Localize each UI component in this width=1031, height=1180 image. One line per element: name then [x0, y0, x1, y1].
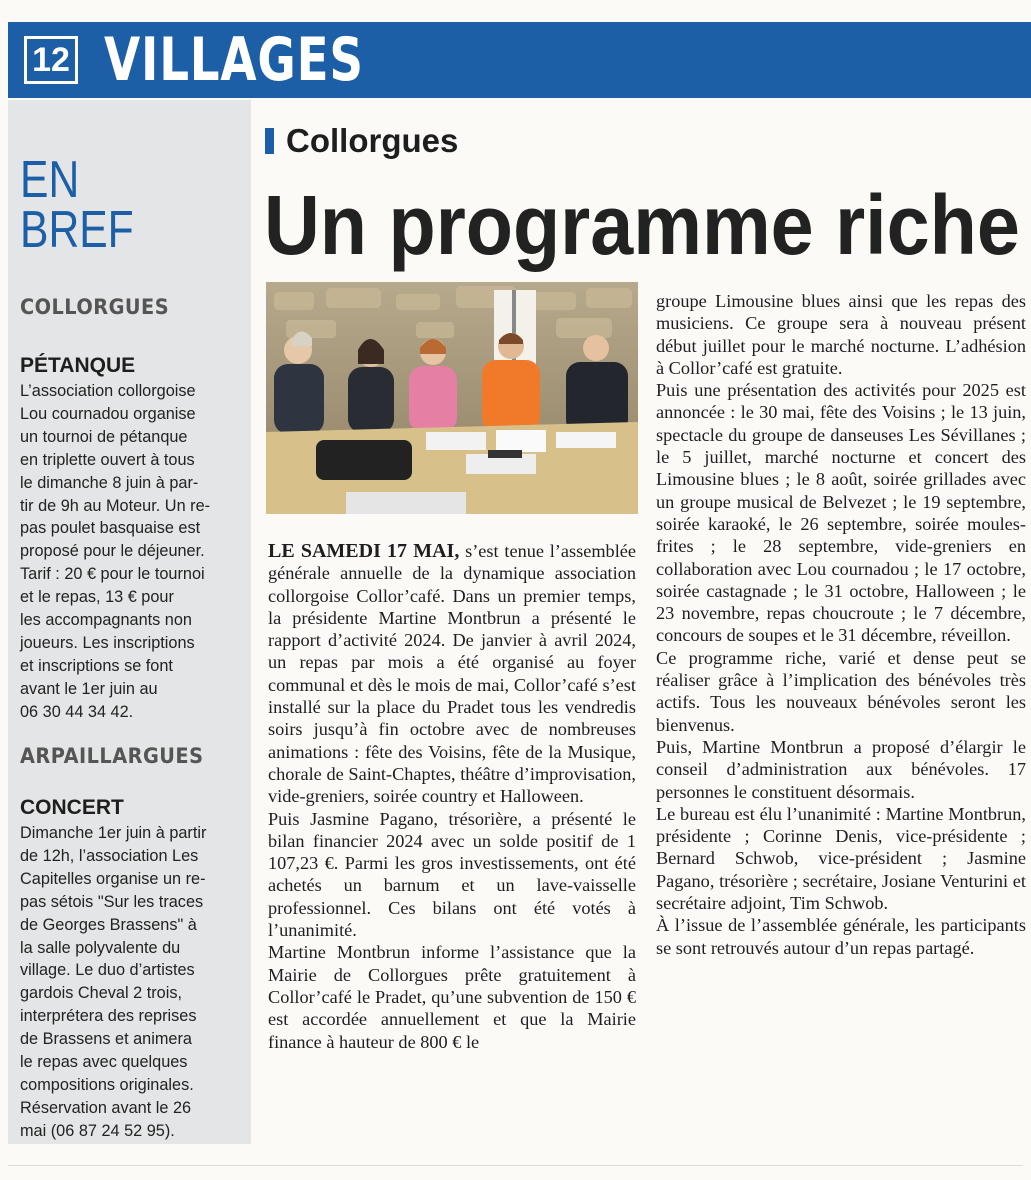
brief-line: Lou cournadou organise	[20, 404, 196, 423]
brief-line: gardois Cheval 2 trois,	[20, 984, 182, 1003]
brief-line: proposé pour le déjeuner.	[20, 542, 205, 561]
article-kicker-text: Collorgues	[286, 122, 459, 159]
bottom-rule	[8, 1165, 1023, 1166]
article-paragraph: groupe Limousine blues ainsi que les repas des musiciens. Ce groupe sera à nouveau présent début juillet pour le marché nocturne. L’adhésion à Collor’café est gratuite.	[656, 291, 1026, 378]
brief-line: joueurs. Les inscriptions	[20, 633, 195, 652]
article-paragraph: À l’issue de l’assemblée générale, les participants se sont retrouvés autour d’un repas partagé.	[656, 915, 1026, 958]
article-paragraph: Puis une présentation des activités pour 2025 est annoncée : le 30 mai, fête des Voisins ; le 13 juin, spectacle du groupe de danseuses Les Sévillanes ; le 5 juillet, marché nocturne et concert des Limousine blues ; le 8 août, soirée grillades avec un groupe musical de Belvezet ; le 19 septembre, soirée karaoké, le 26 septembre, soirée moules-frites ; le 28 septembre, vide-greniers en collaboration avec Lou cournadou ; le 17 octobre, soirée castagnade ; le 31 octobre, Halloween ; le 23 novembre, repas choucroute ; le 7 décembre, concours de soupes et le 31 décembre, réveillon.	[656, 380, 1026, 646]
brief-line: village. Le duo d’artistes	[20, 961, 195, 980]
brief-line: avant le 1er juin au	[20, 679, 158, 698]
brief-line: tir de 9h au Moteur. Un re-	[20, 496, 211, 515]
brief-line: de 12h, l’association Les	[20, 846, 199, 865]
en-bref-title-line1: EN	[20, 151, 80, 209]
section-header-band	[8, 22, 1031, 98]
brief-line: les accompagnants non	[20, 611, 192, 630]
brief-line: de Georges Brassens" à	[20, 915, 197, 934]
article-paragraph: Puis, Martine Montbrun a proposé d’élargir le conseil d’administration aux bénévoles. 17 personnes le constituent désormais.	[656, 736, 1026, 802]
en-bref-sidebar	[8, 100, 251, 1144]
article-column-right	[656, 290, 1026, 959]
article-paragraph: Martine Montbrun informe l’assistance que la Mairie de Collorgues prête gratuitement à Collor’café le Pradet, qu’une subvention de 150 € est accordée annuellement et que la Mairie finance à hauteur de 800 € le	[268, 942, 636, 1052]
brief-line: la salle polyvalente du	[20, 938, 181, 957]
brief-line: pas sétois "Sur les traces	[20, 892, 204, 911]
brief-line: L’association collorgoise	[20, 382, 196, 400]
brief-line: Capitelles organise un re-	[20, 869, 206, 888]
brief-line: Tarif : 20 € pour le tournoi	[20, 565, 205, 584]
article-paragraph: Le bureau est élu l’unanimité : Martine Montbrun, présidente ; Corinne Denis, vice-présidente ; Bernard Schwob, vice-président ; Jasmine Pagano, trésorière ; secrétaire, Josiane Venturini et secrétaire adjoint, Tim Schwob.	[656, 803, 1026, 914]
article-headline: Un programme riche	[264, 178, 1020, 272]
article-paragraph: Puis Jasmine Pagano, trésorière, a présenté le bilan financier 2024 avec un solde positif de 1 107,23 €. Parmi les gros investissements, ont été achetés un barnum et un lave-vaisselle professionnel. Ces bilans ont été votés à l’unanimité.	[268, 808, 636, 941]
article-lead-in: LE SAMEDI 17 MAI,	[268, 540, 460, 562]
brief-line: interprétera des reprises	[20, 1007, 197, 1026]
section-title: VILLAGES	[104, 25, 364, 95]
brief-heading-petanque: PÉTANQUE	[20, 354, 136, 377]
brief-town-collorgues: COLLORGUES	[20, 295, 170, 319]
brief-line: de Brassens et animera	[20, 1030, 192, 1049]
en-bref-title-line2: BREF	[20, 201, 134, 259]
article-paragraph: Ce programme riche, varié et dense peut se réaliser grâce à l’implication des bénévoles très actifs. Tous les nouveaux bénévoles seront les bienvenus.	[656, 647, 1026, 735]
kicker-bar	[265, 128, 274, 154]
en-bref-title	[20, 151, 134, 259]
page-number: 12	[24, 36, 78, 84]
brief-line: et le repas, 13 € pour	[20, 588, 174, 607]
brief-heading-concert: CONCERT	[20, 796, 124, 819]
brief-line: et inscriptions se font	[20, 656, 173, 675]
brief-line: un tournoi de pétanque	[20, 427, 188, 446]
brief-body-petanque	[20, 380, 242, 724]
brief-line: Dimanche 1er juin à partir	[20, 824, 207, 842]
brief-line: en triplette ouvert à tous	[20, 450, 195, 469]
brief-town-arpaillargues: ARPAILLARGUES	[20, 744, 204, 768]
brief-line: 06 30 44 34 42.	[20, 702, 134, 721]
brief-line: mai (06 87 24 52 95).	[20, 1121, 175, 1140]
brief-line: le dimanche 8 juin à par-	[20, 473, 199, 492]
brief-line: compositions originales.	[20, 1075, 194, 1094]
brief-body-concert	[20, 822, 242, 1143]
group-photo	[266, 282, 638, 514]
article-kicker	[265, 122, 458, 160]
brief-line: Réservation avant le 26	[20, 1098, 192, 1117]
article-paragraph: s’est tenue l’assemblée générale annuelle de la dynamique association collorgoise Collor’café. Dans un premier temps, la présidente Martine Montbrun a présenté le rapport d’activité 2024. De janvier à avril 2024, un repas par mois a été organisé au foyer communal et dès le mois de mai, Collor’café s’est installé sur la place du Pradet tous les vendredis soirs jusqu’à fin octobre avec de nombreuses animations : fête des Voisins, fête de la Musique, chorale de Saint-Chaptes, théâtre d’improvisation, vide-greniers, soirée country et Halloween.	[268, 541, 637, 807]
brief-line: le repas avec quelques	[20, 1053, 188, 1072]
brief-line: pas poulet basquaise est	[20, 519, 201, 538]
article-column-left	[268, 540, 636, 1053]
group-photo-illustration	[266, 282, 638, 514]
